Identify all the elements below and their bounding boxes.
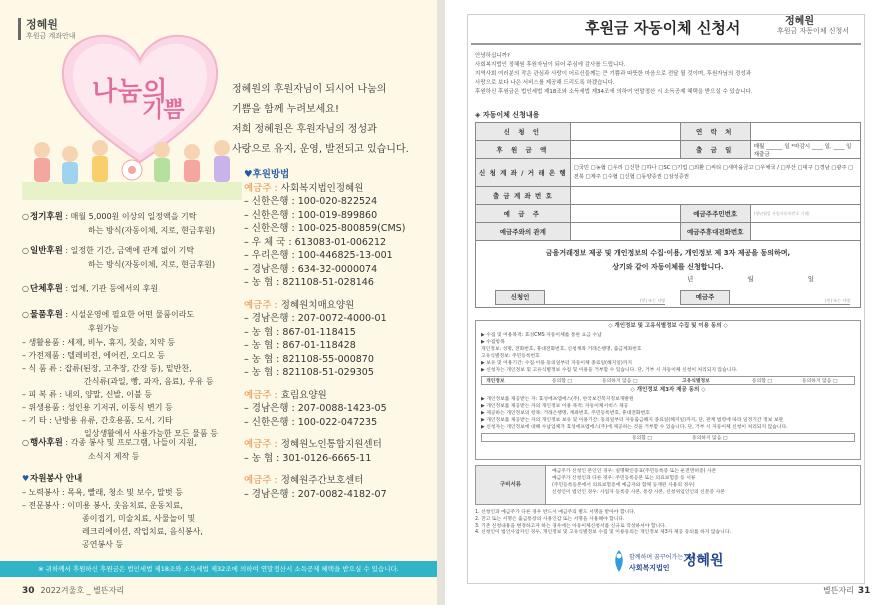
holder-phone-field[interactable] [750, 223, 860, 241]
header-title: 정혜원 [26, 18, 58, 31]
date-line: 년 월 일 [687, 275, 840, 283]
applicant-sign-label: 신청인 [495, 290, 545, 305]
form-title: 후원금 자동이체 신청서 [585, 19, 741, 37]
form-row: 신 청 계 좌 / 거 래 은 행 □국민 □농협 □우리 □신한 □하나 □SC □기업 □외환 □씨티 □새마을금고 □우체국 / □부산 □대구 □경남 □광주 □전북 □제주 □수협 □신협 □동양증권 □삼성증권 [476, 159, 861, 187]
volunteer-item: 종이접기, 미술치료, 사물놀이 및 [82, 514, 196, 523]
goods-list [22, 336, 218, 440]
privacy-agree-row: 개인정보 동의함 □ 동의하지 않음 □ 고유식별정보 동의함 □ 동의하지 않음 □ [481, 376, 855, 385]
volunteer-item: 공연봉사 등 [82, 540, 124, 549]
third-party-title: ◇ 개인정보 제3자 제공 동의 ◇ [630, 387, 706, 393]
goods-item: – 피 복 류 : 내의, 양말, 신발, 이불 등 [22, 390, 152, 399]
onetime-head: 일반후원 [30, 246, 63, 256]
account-row: – 경남은행 : 634-32-0000074 [244, 263, 378, 275]
disagree-checkbox[interactable]: 동의하지 않음 □ [692, 436, 728, 441]
section-title: ◈ 자동이체 신청내용 [475, 111, 540, 119]
heart-bullet-icon: ♥ [244, 169, 253, 180]
org-tagline: 함께하며 꿈꾸어가는 어르신 [629, 554, 703, 561]
goods-item: 일상생활에서 사용가능한 모든 물품 등 [84, 429, 218, 438]
holder-sign-line[interactable]: (인) 또는 서명 [730, 290, 850, 305]
account-row: – 신한은행 : 100-020-822524 [244, 196, 378, 207]
holder-sign-label: 예금주 [680, 290, 730, 305]
form-logo-sub: 후원금 자동이체 신청서 [777, 27, 850, 35]
page-gutter [437, 0, 445, 605]
form-notes: 1. 신청인과 예금주가 다른 경우 반드시 예금주의 별도 서명을 받아야 합니다. 2. 잔고 또는 서명은 출금통장의 사용인감 또는 서명을 사용해야 합니다. 3. 기존 신청내용을 변경하고자 하는 경우에는 아동이체신청서를 신규로 작성하셔야 합니다. 4. 신청인이 법인사업자인 경우, 개인정보 및 고유식별정보 수집 및 이용동의는 개인정보 제3자 제공 동의를 하지 않습니다. [475, 510, 731, 536]
agree-checkbox[interactable]: 동의함 □ [552, 379, 572, 384]
event-head: 행사후원 [30, 438, 63, 448]
account-number-field[interactable] [570, 187, 860, 205]
account-row: – 농 협 : 867-01-118415 [244, 326, 356, 338]
people-illustration [22, 130, 242, 200]
goods-donation: ○물품후원 : 시설운영에 필요한 어떤 물품이라도 후원가능 – 생활용품 : 세제, 비누, 휴지, 칫솔, 치약 등 – 가전제품 : 텔레비전, 에어컨, 오디오 등 – 식 품 류 : 잡류(된장, 고추장, 간장 등), 밑반찬, 간식류(과일, 빵, 과자, 음료), 우유 등 – 피 복 류 : 내의, 양말, 신발, 이불 등 – 위생용품 : 성인용 기저귀, 이동식 변기 등 – 기 타 : 난방용 유류, 간호용품, 도서, 기타 일상생활에서 사용가능한 모든 물품 등 [22, 310, 218, 438]
account-holder: 예금주 : 효림요양원 [244, 389, 327, 401]
account-holder: 예금주 : 정혜원주간보호센터 [244, 475, 364, 486]
account-row: – 농 협 : 821108-51-028146 [244, 277, 374, 288]
regular-text-1: 매월 5,000원 이상의 일정액을 기탁 [70, 212, 197, 221]
consent-line-1: 금융거래정보 제공 및 개인정보의 수집·이용, 개인정보 제 3자 제공을 동의하며, [545, 249, 791, 257]
holder-field[interactable] [570, 205, 680, 223]
header-bar [18, 18, 21, 40]
group-head: 단체후원 [30, 284, 63, 294]
account-row: – 경남은행 : 207-0072-4000-01 [244, 313, 387, 324]
group-donation: ○단체후원 : 업체, 기관 등에서의 후원 [22, 284, 159, 294]
application-table [475, 122, 861, 241]
onetime-text-1: 일정한 기간, 금액에 관계 없이 기탁 [70, 246, 195, 255]
goods-item: – 가전제품 : 텔레비전, 에어컨, 오디오 등 [22, 351, 165, 360]
intro-text [232, 80, 432, 160]
privacy-title: ◇ 개인정보 및 고유식별정보 수집 및 이용 동의 ◇ [608, 323, 728, 329]
left-page-number: 30 2022겨울호 _ 별뜬자리 [22, 586, 125, 596]
org-name: 정혜원 [683, 553, 724, 569]
volunteer-section: ♥자원봉사 안내 – 노력봉사 : 목욕, 빨래, 청소 및 보수, 말벗 등 – 전문봉사 : 이미용 봉사, 웃음치료, 운동치료, 종이접기, 미술치료, 사물놀이 및 레크리에이션, 작업치료, 음식봉사, 공연봉사 등 [22, 474, 203, 549]
org-type: 사회복지법인 [629, 564, 670, 572]
regular-donation: ○정기후원 : 매월 5,000원 이상의 일정액을 기탁 하는 방식(자동이체, 지로, 현금후원) [22, 212, 216, 235]
privacy-consent: ◇ 개인정보 및 고유식별정보 수집 및 이용 동의 ◇ ▶ 수집 및 이용목적: 효성CMS 자동이체를 통한 요금 수납 ▶ 수집항목 개인정보: 성명, 전화번호, 휴대전화번호, 신청계좌 거래은행명, 출금계좌번호 고유식별정보: 주민등록번호 ▶ 보유 및 이용기간: 수집·이용 동의일부터 자동이체 종료일(해지일)까지 ▶ 신청자는 개인정보 및 고유식별정보 수집 및 이용을 거부할 수 있습니다. 단, 거부 시 자동이체 신청이 처리되지 않습니다. 개인정보 동의함 □ 동의하지 않음 □ 고유식별정보 동의함 □ 동의하지 않음 □ ◇ 개인정보 제3자 제공 동의 ◇ ▶ 개인정보를 제공받는 자: 효성에프엠에스(주), 한국보건복지정보개발원 ▶ 개인정보를 제공받는 자의 개인정보 이용 목적: 자동이체서비스 제공 ▶ 제공하는 개인정보의 항목: 거래은행명, 계좌번호, 주민등록번호, 휴대전화번호 ▶ 개인정보를 제공받는 자의 개인정보 보유 및 이용기간: 동의일부터 자동출금해지 종료일(해지일)까지, 단, 관계 법령에 따라 일정기간 정보 보관 ▶ 신청자는 개인정보에 대해 수납업체가 효성에프엠에스(주)에 제공하는 것을 거부할 수 있습니다. 단, 거부 시 자동이체 신청이 처리되지 않습니다. 동의함 □ 동의하지 않음 □ [475, 320, 861, 460]
goods-text-1: 시설운영에 필요한 어떤 물품이라도 [70, 310, 195, 319]
left-page [0, 0, 437, 605]
account-row: – 우리은행 : 100-446825-13-001 [244, 250, 393, 261]
org-logo-icon [611, 548, 627, 574]
account-holder: 예금주 : 정혜원치매요양원 [244, 299, 355, 311]
agree-checkbox[interactable]: 동의함 □ [632, 436, 652, 441]
applicant-sign-line[interactable]: (인) 또는 서명 [545, 290, 665, 305]
goods-item: 간식류(과일, 빵, 과자, 음료), 우유 등 [84, 377, 214, 386]
form-row: 예 금 주 예금주주민번호 (생년월일 사업자등록번호 기재) [476, 205, 861, 223]
volunteer-item: 레크리에이션, 작업치료, 음식봉사, [82, 527, 203, 536]
contact-field[interactable] [750, 123, 860, 141]
consent-line-2: 상기와 같이 자동이체를 신청합니다. [612, 263, 724, 271]
heart-subtitle: 기쁨 [142, 97, 185, 123]
disagree-checkbox[interactable]: 동의하지 않음 □ [802, 379, 838, 384]
form-row: 예금주와의 관계 예금주휴대전화번호 [476, 223, 861, 241]
volunteer-item: – 전문봉사 : 이미용 봉사, 웃음치료, 운동치료, [22, 501, 183, 510]
account-holder: 예금주 : 사회복지법인정혜원 [244, 182, 364, 194]
form-logo: 정혜원 [785, 16, 814, 27]
event-text-2: 소식지 제작 등 [88, 452, 140, 461]
account-row: – 신한은행 : 100-022-047235 [244, 416, 378, 428]
disagree-checkbox[interactable]: 동의하지 않음 □ [602, 379, 638, 384]
goods-item: – 위생용품 : 성인용 기저귀, 이동식 변기 등 [22, 403, 173, 412]
account-row: – 신한은행 : 100-025-800859(CMS) [244, 223, 406, 234]
form-row: 신 청 인 연 락 처 [476, 123, 861, 141]
intro-line: 저희 정혜원은 후원자님의 정성과 [232, 124, 377, 135]
onetime-donation: ○일반후원 : 일정한 기간, 금액에 관계 없이 기탁 하는 방식(자동이체, 지로, 현금후원) [22, 246, 216, 269]
account-row: – 우 체 국 : 613083-01-006212 [244, 236, 387, 248]
regular-head: 정기후원 [30, 212, 63, 222]
right-page [445, 0, 882, 605]
goods-item: – 식 품 류 : 잡류(된장, 고추장, 간장 등), 밑반찬, [22, 364, 192, 373]
amount-field[interactable] [570, 141, 680, 159]
event-donation: ○행사후원 : 각종 봉사 및 프로그램, 나들이 지원, 소식지 제작 등 [22, 438, 197, 461]
onetime-text-2: 하는 방식(자동이체, 지로, 현금후원) [88, 260, 216, 269]
donation-method [244, 168, 434, 501]
required-docs [475, 465, 861, 505]
event-text-1: 각종 봉사 및 프로그램, 나들이 지원, [70, 438, 197, 447]
account-row: – 경남은행 : 207-0088-1423-05 [244, 403, 387, 414]
account-row: – 경남은행 : 207-0082-4182-07 [244, 488, 387, 500]
volunteer-item: – 노력봉사 : 목욕, 빨래, 청소 및 보수, 말벗 등 [22, 488, 183, 497]
agree-checkbox[interactable]: 동의함 □ [752, 379, 772, 384]
account-row: – 농 협 : 301-0126-6665-11 [244, 452, 372, 464]
third-agree-row [481, 433, 855, 442]
account-row: – 농 협 : 821108-55-000870 [244, 353, 374, 365]
right-page-number: 별뜬자리 31 [823, 586, 871, 596]
holder-id-field[interactable]: (생년월일 사업자등록번호 기재) [750, 205, 860, 223]
volunteer-head: 자원봉사 안내 [30, 474, 83, 484]
goods-head: 물품후원 [30, 310, 63, 320]
account-row: – 농 협 : 821108-51-029305 [244, 367, 374, 378]
tax-notice-strip: ※ 귀하께서 후원하신 후원금은 법인세법 제18조와 소득세법 제32조에 의하여 연말정산시 소득공제 혜택을 받으실 수 있습니다. [0, 561, 437, 577]
required-docs-text: 예금주가 신청인 본인인 경우: 실명확인증표(주민등록증 또는 운전면허증) 사본 예금주가 신청인과 다른 경우: 주민등록등본 또는 의료보험증 등 서류 (주민등록등본에서 의료보험증에 예금자와 함께 등재된 사용의 경우) 신청인이 법인인 경우: 사업자 등록증 사본, 통장 사본, 신청위임인인의 신분증 사본 [552, 469, 725, 495]
account-row: – 신한은행 : 100-019-899860 [244, 209, 378, 221]
method-head: ♥후원방법 [244, 169, 290, 180]
heart-title: 나눔의 [92, 77, 168, 107]
account-row: – 농 협 : 867-01-118428 [244, 340, 356, 351]
intro-line: 기쁨을 함께 누려보세요! [232, 104, 339, 115]
account-holder: 예금주 : 정혜원노인통합지원센터 [244, 439, 382, 450]
applicant-field[interactable] [570, 123, 680, 141]
relation-field[interactable] [570, 223, 680, 241]
greeting-text: 안녕하십니까? 사회복지법인 정혜원 후원자님이 되어 주심에 감사를 드립니다. 지역사회 여러분의 작은 관심과 사랑이 어르신들께는 큰 기쁨과 따뜻한 마음으로 전달 될 것이며, 후원자님의 정성과 사랑으로 보다 나은 서비스를 제공해 드리도록 하겠습니다. 후원하신 후원금은 법인세법 제18조와 소득세법 제34조에 의하여 연말정산 시 소득공제 혜택을 받으실 수 있습니다. [475, 53, 753, 95]
withdraw-day-field[interactable]: 매월 ______ 일 *마감시 ____ 일, ____ 일 재출금 [750, 141, 860, 159]
form-row: 출 금 계 좌 번 호 [476, 187, 861, 205]
goods-text-2: 후원가능 [88, 324, 119, 333]
group-text: 업체, 기관 등에서의 후원 [70, 284, 159, 293]
required-docs-label: 구비서류 [476, 466, 546, 504]
intro-line: 정혜원의 후원자님이 되시어 나눔의 [232, 84, 387, 95]
goods-item: – 생활용품 : 세제, 비누, 휴지, 칫솔, 치약 등 [22, 338, 176, 347]
form-row: 후 원 금 액 출 금 일 매월 ______ 일 *마감시 ____ 일, ____ 일 재출금 [476, 141, 861, 159]
regular-text-2: 하는 방식(자동이체, 지로, 현금후원) [88, 226, 216, 235]
header-subtitle: 후원금 계좌안내 [26, 32, 76, 40]
intro-line: 사랑으로 유지, 운영, 발전되고 있습니다. [232, 144, 409, 155]
title-rule [471, 43, 861, 45]
goods-item: – 기 타 : 난방용 유류, 간호용품, 도서, 기타 [22, 416, 173, 425]
bank-checklist[interactable]: □국민 □농협 □우리 □신한 □하나 □SC □기업 □외환 □씨티 □새마을금고 □우체국 / □부산 □대구 □경남 □광주 □전북 □제주 □수협 □신협 □동양증권 □삼성증권 [570, 159, 860, 187]
